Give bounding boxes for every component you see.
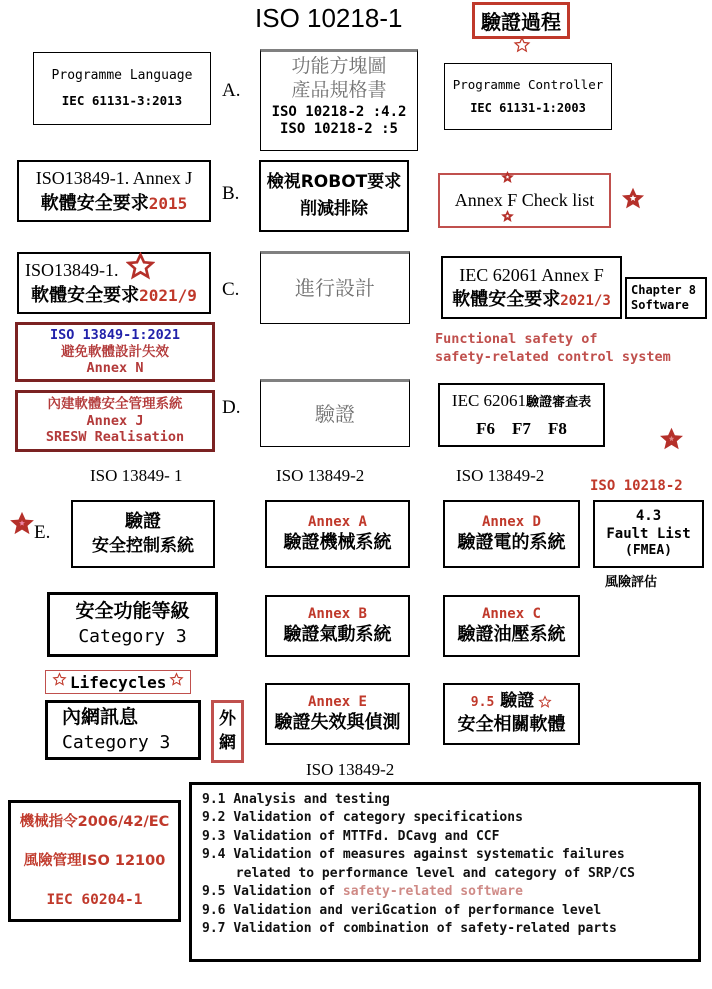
design-box [260,251,410,324]
caption-iso13849-2-bottom: ISO 13849-2 [306,760,395,779]
iec62061-annexf-line1: IEC 62061 Annex F [459,264,604,285]
annexn-line3: Annex N [86,360,144,377]
fault-list-section: 4.3 [635,508,662,525]
annex-e-title: 驗證失效與偵測 [274,711,401,733]
verify-safety-control-box [71,500,215,568]
machinery-directive-line1: 機械指令2006/42/EC [19,814,170,831]
annex-a-label: Annex A [307,513,367,530]
list-item-text: Validation and veriGcation of performance level [233,902,602,918]
annex-a-title: 驗證機械系統 [283,532,392,553]
safety-function-level-line2: Category 3 [78,626,187,648]
external-network-line2: 網 [219,733,236,753]
functional-safety-note-line2: safety-related control system [435,349,671,365]
annex-c-title: 驗證油壓系統 [457,623,566,645]
annexn-line2: 避免軟體設計失效 [61,343,169,360]
chapter8-line1: Chapter 8 [631,283,697,297]
safety-function-level-line1: 安全功能等級 [75,600,190,623]
star-filled-icon [500,209,515,224]
sresw-line2: Annex J [86,412,144,429]
list-item-text: Validation of measures against systematic failures [233,847,625,863]
list-item-text: Validation of combination of safety-related parts [233,921,617,937]
row-label-b: B. [222,183,240,204]
list-item-text: Validation of category specifications [233,810,523,826]
star-filled-icon [8,510,36,538]
chapter8-line2: Software [631,298,689,312]
list-item [202,791,690,809]
list-item-number: 9.5 [202,884,226,900]
iec62061-annexf-line2: 軟體安全要求2021/3 [452,289,611,310]
list-item-number: 9.7 [202,921,226,937]
functional-safety-note [435,331,671,365]
star-filled-icon [500,170,515,185]
row-label-a: A. [222,80,241,101]
design-label: 進行設計 [295,276,375,300]
status-badge [472,2,570,39]
annex-b-box [265,595,410,657]
programme-language-box [33,52,211,125]
caption-col4-e: ISO 10218-2 [590,478,683,494]
annex-d-label: Annex D [481,513,541,530]
fault-list-fmea: (FMEA) [625,543,672,559]
star-filled-icon [658,426,685,453]
list-item [202,902,690,920]
machinery-directive-line2: 風險管理ISO 12100 [23,852,166,869]
iec62061-review-line1: IEC 62061驗證審查表 [451,391,592,411]
annex-f-checklist-box [438,173,611,228]
fault-list-fmea-box [593,500,704,568]
external-network-box [211,700,244,763]
iso13849-annexj-line2: 軟體安全要求2015 [40,192,188,214]
list-item-number: 9.6 [202,902,226,918]
fbd-iso-1: ISO 10218-2 :4.2 [271,103,407,120]
list-item-number: 9.2 [202,810,226,826]
iso13849-2021-line1: ISO13849-1. [25,260,119,280]
annex-a-box [265,500,410,568]
risk-assessment-caption: 風險評估 [605,575,658,590]
section-9-5-title: 安全相關軟體 [457,714,566,736]
iso13849-annexn-box [15,322,215,382]
fault-list-title: Fault List [606,525,691,542]
chapter8-software-box [625,277,707,319]
section-9-5-box [443,683,580,745]
caption-col1-e: ISO 13849- 1 [90,466,183,485]
iec62061-annexf-box [441,256,622,319]
star-outline-icon [169,672,184,692]
programme-language-title: Programme Language [51,68,193,84]
list-item-text: Analysis and testing [233,792,390,807]
annex-f-checklist-label: Annex F Check list [454,190,595,211]
star-filled-icon [620,186,646,212]
annex-b-label: Annex B [307,606,367,622]
list-item-text: Validation of MTTFd. DCavg and CCF [233,828,500,844]
programme-controller-box [444,63,612,130]
annex-e-label: Annex E [307,694,367,710]
list-item-text: Validation of [233,884,343,900]
list-item [202,846,690,864]
row-label-d: D. [222,397,241,418]
section-9-5-header: 9.5 驗證 [471,691,552,712]
programme-controller-title: Programme Controller [452,76,604,92]
fbd-line-2: 產品規格書 [291,78,387,101]
iec62061-review-table-box [438,383,605,447]
annex-c-label: Annex C [481,606,541,622]
iso13849-2021-line2: 軟體安全要求2021/9 [31,284,197,306]
programme-controller-standard: IEC 61131-1:2003 [470,101,586,116]
caption-col2-e: ISO 13849-2 [276,466,365,485]
intranet-message-box [45,700,201,760]
sresw-line1: 內建軟體安全管理系統 [47,395,183,412]
review-robot-box [259,160,409,232]
validation-clause-list [189,782,701,962]
list-item [202,809,690,827]
row-label-c: C. [222,279,240,300]
functional-safety-note-line1: Functional safety of [435,331,598,347]
annex-d-title: 驗證電的系統 [457,532,566,553]
function-block-diagram-box [260,49,418,151]
page-title: ISO 10218-1 [255,3,403,33]
sresw-line3: SRESW Realisation [45,429,185,446]
iso13849-annexj-box [17,160,211,222]
annexn-line1: ISO 13849-1:2021 [49,326,181,343]
list-item [202,920,690,938]
intranet-line2: Category 3 [62,731,171,753]
caption-col3-e: ISO 13849-2 [456,466,545,485]
list-item [202,883,690,901]
list-item-continuation: related to performance level and category of SRP/CS [235,865,635,881]
verification-label: 驗證 [315,401,355,426]
annex-e-box [265,683,410,745]
fbd-iso-2: ISO 10218-2 :5 [279,121,398,137]
lifecycles-label: Lifecycles [70,672,167,692]
list-item-number: 9.4 [202,847,226,863]
star-outline-icon [538,693,552,710]
machinery-directive-line3: IEC 60204-1 [46,891,143,908]
list-item-number: 9.3 [202,828,226,844]
list-item [202,828,690,846]
iec62061-f-codes: F6 F7 F8 [476,419,567,439]
review-robot-line2: 削減排除 [300,198,368,219]
intranet-line1: 內網訊息 [62,705,139,728]
annex-c-box [443,595,580,657]
fbd-line-1: 功能方塊圖 [291,55,387,77]
verification-box [260,379,410,447]
lifecycles-badge [45,670,191,694]
star-outline-icon [52,672,67,692]
verify-safety-line1: 驗證 [125,510,161,532]
machinery-directive-box [8,800,181,922]
iso13849-annexj-line1: ISO13849-1. Annex J [35,168,193,188]
iso13849-2021-box [17,252,211,314]
external-network-line1: 外 [219,708,236,729]
verify-safety-line2: 安全控制系統 [92,536,194,557]
sresw-annexj-box [15,390,215,452]
safety-function-level-box [47,592,218,657]
review-robot-line1: 檢視ROBOT要求 [266,172,402,193]
list-item-number: 9.1 [202,792,226,807]
list-item-highlight: safety-related software [342,884,523,900]
star-outline-icon [126,252,155,281]
annex-d-box [443,500,580,568]
programme-language-standard: IEC 61131-3:2013 [61,93,183,109]
star-outline-icon [513,36,531,54]
annex-b-title: 驗證氣動系統 [283,623,392,645]
row-label-e: E. [34,522,51,543]
status-badge-label: 驗證過程 [481,10,561,34]
